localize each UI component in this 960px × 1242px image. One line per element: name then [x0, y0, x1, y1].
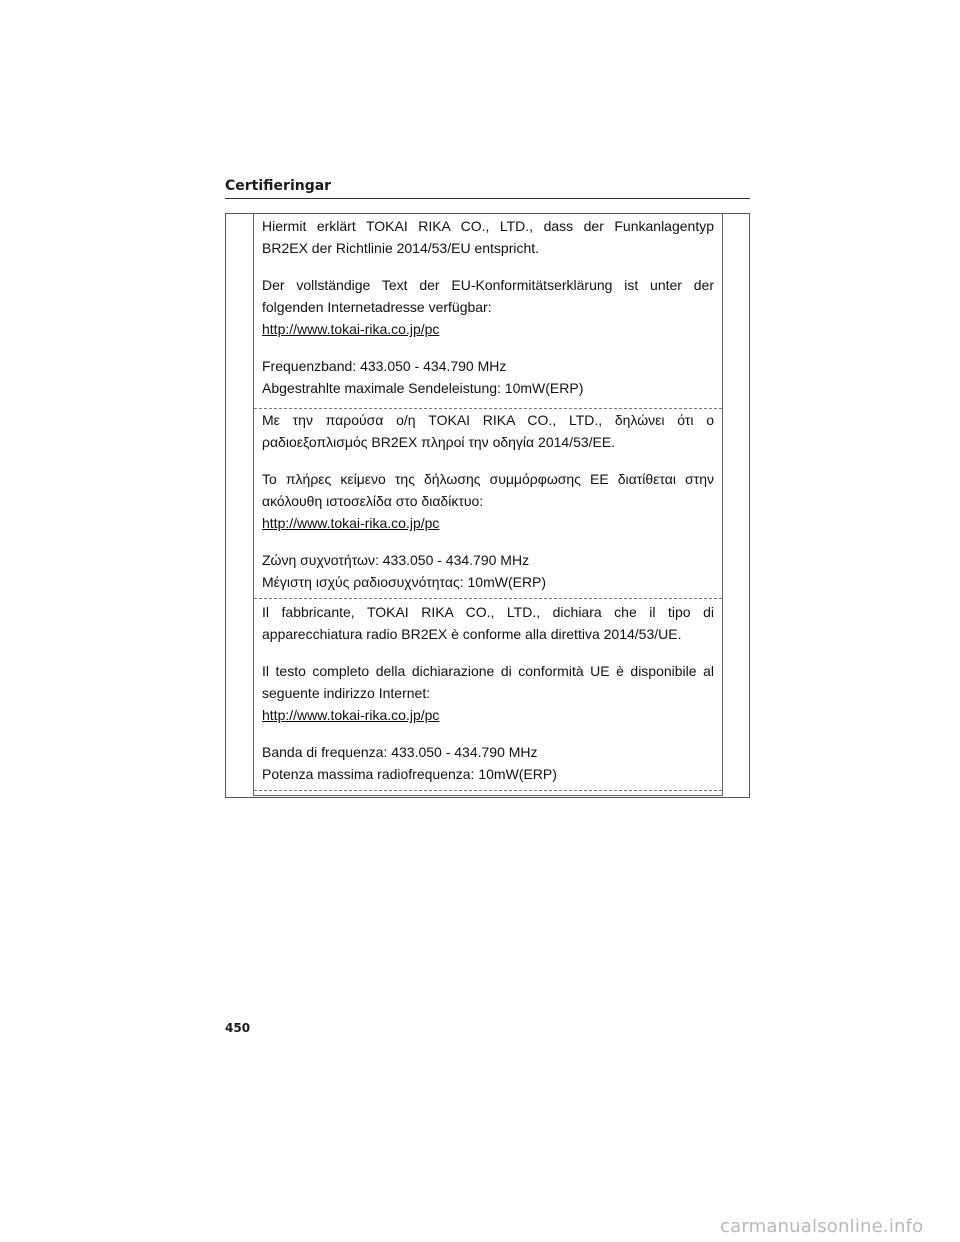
- max-power-text: Abgestrahlte maximale Sendeleistung: 10mW(ERP): [262, 380, 584, 396]
- url-paragraph: [262, 512, 714, 534]
- text-line: Hiermit erklärt TOKAI RIKA CO., LTD., dass der Funkanlagentyp: [262, 218, 714, 234]
- text-line: Il testo completo della dichiarazione di conformità UE è disponibile al: [262, 663, 714, 679]
- page-title: Certifieringar: [225, 178, 332, 194]
- frequency-band-text: Frequenzband: 433.050 - 434.790 MHz: [262, 358, 507, 374]
- text-line: ακόλουθη ιστοσελίδα στο διαδίκτυο:: [262, 493, 484, 509]
- declaration-url-link[interactable]: http://www.tokai-rika.co.jp/pc: [262, 707, 440, 723]
- text-line: Il fabbricante, TOKAI RIKA CO., LTD., dichiara che il tipo di: [262, 604, 714, 620]
- text-line: seguente indirizzo Internet:: [262, 685, 431, 701]
- url-paragraph: [262, 318, 714, 340]
- header-divider: [225, 198, 750, 199]
- declaration-section-greek: [254, 409, 722, 599]
- frequency-band-text: Banda di frequenza: 433.050 - 434.790 MHz: [262, 744, 538, 760]
- declaration-paragraph: [262, 601, 714, 645]
- max-power-text: Potenza massima radiofrequenza: 10mW(ERP): [262, 766, 557, 782]
- availability-paragraph: [262, 660, 714, 704]
- text-line: apparecchiatura radio BR2EX è conforme alla direttiva 2014/53/UE.: [262, 626, 682, 642]
- declaration-url-link[interactable]: http://www.tokai-rika.co.jp/pc: [262, 321, 440, 337]
- declaration-section-italian: [254, 601, 722, 791]
- text-line: ραδιοεξοπλισμός BR2EX πληροί την οδηγία 2014/53/ΕΕ.: [262, 434, 616, 450]
- certificate-text-box: [253, 213, 723, 796]
- max-power-text: Μέγιστη ισχύς ραδιοσυχνότητας: 10mW(ERP): [262, 574, 547, 590]
- text-line: Με την παρούσα ο/η TOKAI RIKA CO., LTD., δηλώνει ότι ο: [262, 412, 714, 428]
- declaration-section-german: [254, 215, 722, 409]
- text-line: folgenden Internetadresse verfügbar:: [262, 299, 492, 315]
- frequency-band-text: Ζώνη συχνοτήτων: 433.050 - 434.790 MHz: [262, 552, 530, 568]
- site-watermark: carmanualsonline.info: [720, 1216, 924, 1237]
- page-number: 450: [225, 1021, 251, 1035]
- text-line: BR2EX der Richtlinie 2014/53/EU entspricht.: [262, 240, 540, 256]
- url-paragraph: [262, 704, 714, 726]
- declaration-url-link[interactable]: http://www.tokai-rika.co.jp/pc: [262, 515, 440, 531]
- declaration-paragraph: [262, 409, 714, 453]
- frequency-paragraph: [262, 741, 714, 785]
- availability-paragraph: [262, 274, 714, 318]
- availability-paragraph: [262, 468, 714, 512]
- text-line: Der vollständige Text der EU-Konformitätserklärung ist unter der: [262, 277, 714, 293]
- text-line: Το πλήρες κείμενο της δήλωσης συμμόρφωσης ΕΕ διατίθεται στην: [262, 471, 714, 487]
- frequency-paragraph: [262, 549, 714, 593]
- frequency-paragraph: [262, 355, 714, 399]
- declaration-paragraph: [262, 215, 714, 259]
